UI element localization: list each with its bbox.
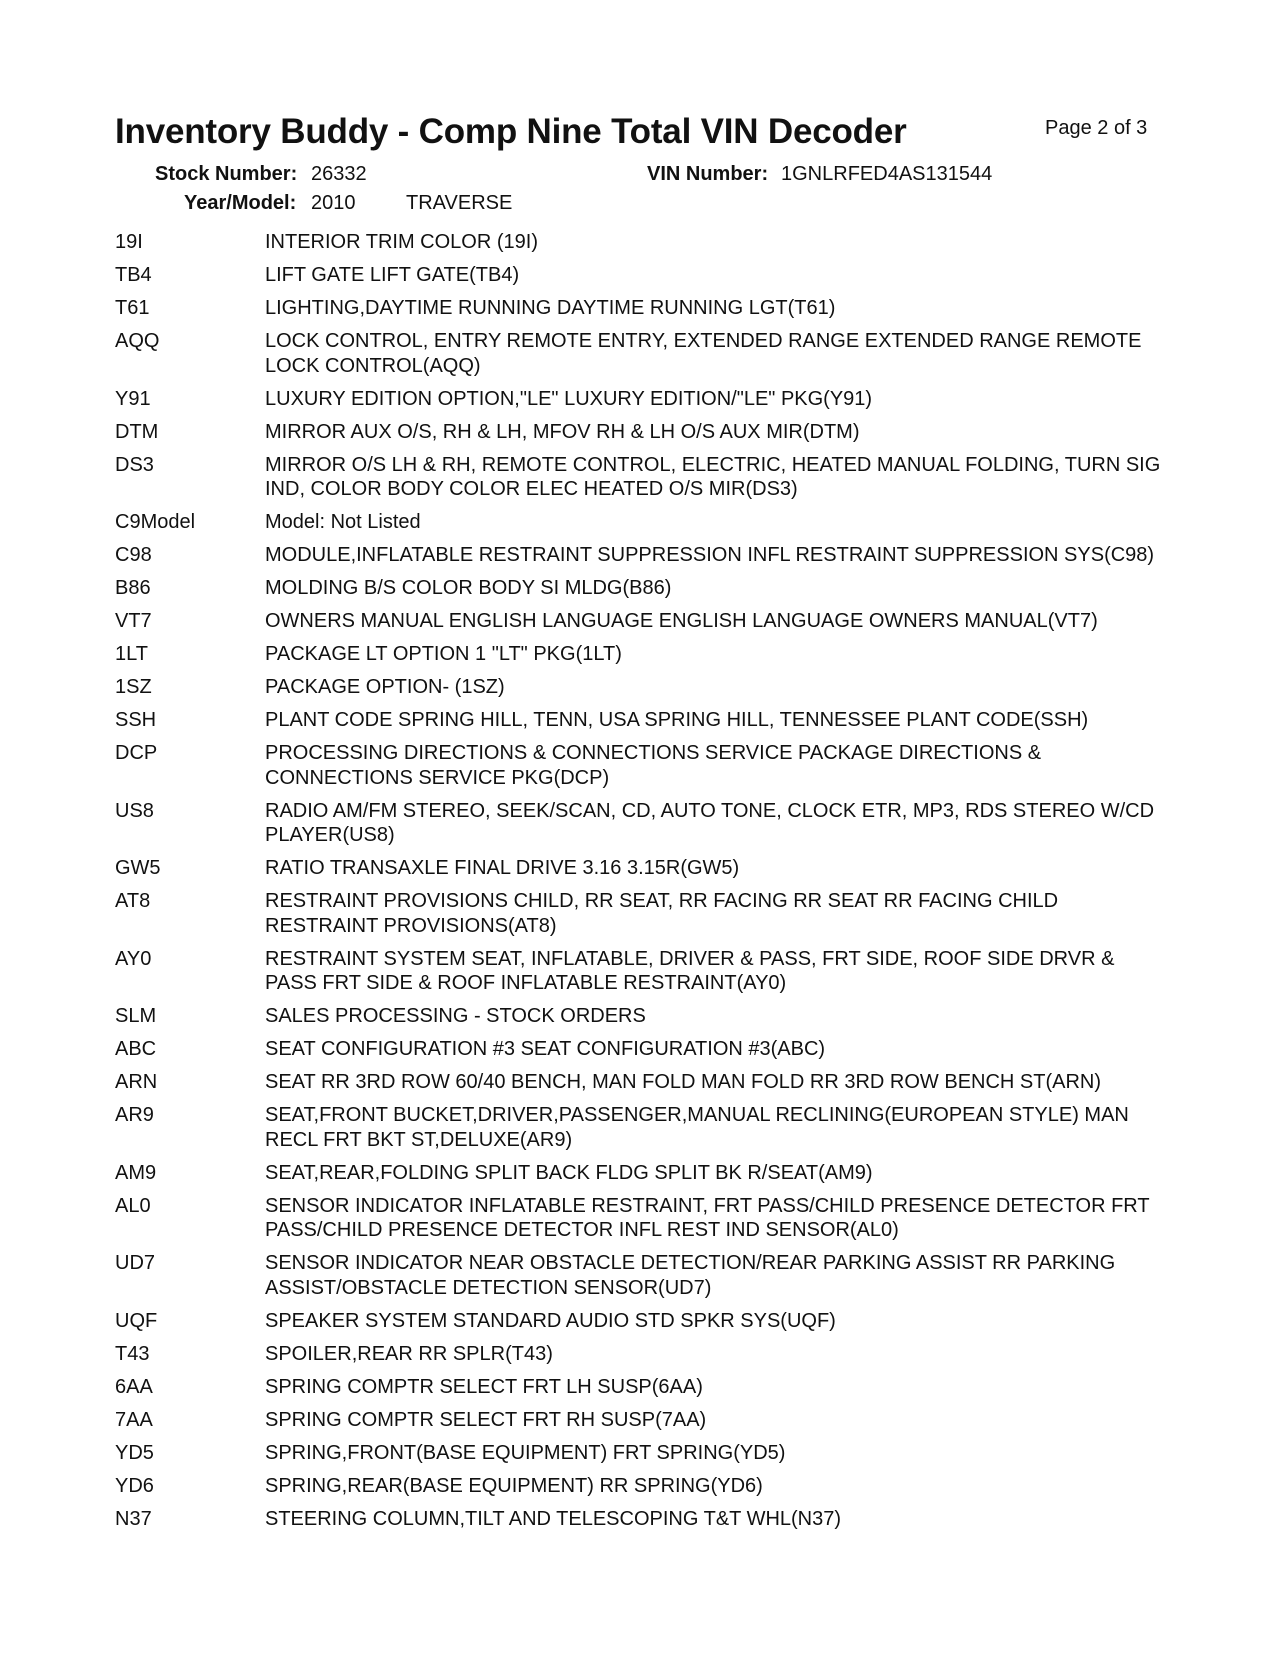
option-row — [115, 741, 1165, 790]
option-row — [115, 642, 1165, 667]
option-description: SENSOR INDICATOR INFLATABLE RESTRAINT, FRT PASS/CHILD PRESENCE DETECTOR FRT PASS/CHILD PRESENCE DETECTOR INFL REST IND SENSOR(AL0) — [265, 1194, 1150, 1241]
option-code: DCP — [115, 742, 158, 764]
option-code: C98 — [115, 544, 152, 566]
option-code: 1LT — [115, 643, 148, 665]
option-code: AY0 — [115, 947, 152, 970]
option-code-list — [115, 230, 1165, 1540]
page-number: Page 2 of 3 — [1045, 117, 1148, 139]
option-row — [115, 1375, 1165, 1400]
option-row — [115, 230, 1165, 255]
option-row — [115, 510, 1165, 535]
option-code: TB4 — [115, 264, 152, 286]
option-code: T43 — [115, 1342, 150, 1365]
option-row — [115, 708, 1165, 733]
option-row — [115, 799, 1165, 848]
option-description: PACKAGE OPTION- (1SZ) — [265, 676, 505, 698]
option-description: SEAT,FRONT BUCKET,DRIVER,PASSENGER,MANUAL RECLINING(EUROPEAN STYLE) MAN RECL FRT BKT ST,DELUXE(AR9) — [265, 1104, 1129, 1151]
option-code: YD5 — [115, 1441, 154, 1464]
option-description: RATIO TRANSAXLE FINAL DRIVE 3.16 3.15R(GW5) — [265, 857, 740, 879]
option-description: SPRING,FRONT(BASE EQUIPMENT) FRT SPRING(YD5) — [265, 1441, 786, 1464]
option-row — [115, 420, 1165, 445]
option-code: ABC — [115, 1038, 157, 1060]
option-code: UD7 — [115, 1252, 156, 1274]
option-code: SLM — [115, 1005, 157, 1027]
option-description: LOCK CONTROL, ENTRY REMOTE ENTRY, EXTENDED RANGE EXTENDED RANGE REMOTE LOCK CONTROL(AQQ) — [265, 330, 1142, 377]
option-row — [115, 1441, 1165, 1466]
option-description: SENSOR INDICATOR NEAR OBSTACLE DETECTION/REAR PARKING ASSIST RR PARKING ASSIST/OBSTACLE DETECTION SENSOR(UD7) — [265, 1252, 1116, 1299]
option-description: RADIO AM/FM STEREO, SEEK/SCAN, CD, AUTO TONE, CLOCK ETR, MP3, RDS STEREO W/CD PLAYER(US8) — [265, 799, 1155, 846]
option-description: SEAT,REAR,FOLDING SPLIT BACK FLDG SPLIT BK R/SEAT(AM9) — [265, 1161, 873, 1184]
option-row — [115, 856, 1165, 881]
option-description: PLANT CODE SPRING HILL, TENN, USA SPRING HILL, TENNESSEE PLANT CODE(SSH) — [265, 709, 1089, 731]
option-row — [115, 947, 1165, 996]
option-code: Y91 — [115, 387, 151, 410]
year-model-label: Year/Model: — [184, 192, 297, 214]
option-description: SPEAKER SYSTEM STANDARD AUDIO STD SPKR SYS(UQF) — [265, 1309, 836, 1332]
option-row — [115, 1251, 1165, 1300]
year-value: 2010 — [311, 192, 356, 214]
option-description: SEAT RR 3RD ROW 60/40 BENCH, MAN FOLD MAN FOLD RR 3RD ROW BENCH ST(ARN) — [265, 1071, 1102, 1093]
option-code: C9Model — [115, 511, 196, 533]
option-code: GW5 — [115, 857, 161, 879]
option-row — [115, 1507, 1165, 1532]
option-description: MODULE,INFLATABLE RESTRAINT SUPPRESSION INFL RESTRAINT SUPPRESSION SYS(C98) — [265, 544, 1155, 566]
option-row — [115, 609, 1165, 634]
option-code: 7AA — [115, 1408, 153, 1431]
option-code: US8 — [115, 799, 154, 822]
option-row — [115, 1103, 1165, 1152]
option-description: SALES PROCESSING - STOCK ORDERS — [265, 1005, 646, 1027]
option-code: DS3 — [115, 453, 154, 476]
option-description: SPOILER,REAR RR SPLR(T43) — [265, 1342, 553, 1365]
option-row — [115, 329, 1165, 378]
option-code: AR9 — [115, 1104, 154, 1126]
option-description: MIRROR AUX O/S, RH & LH, MFOV RH & LH O/S AUX MIR(DTM) — [265, 420, 860, 443]
option-row — [115, 453, 1165, 502]
option-row — [115, 1004, 1165, 1029]
option-row — [115, 1194, 1165, 1243]
option-code: T61 — [115, 297, 150, 319]
option-row — [115, 889, 1165, 938]
stock-number-label: Stock Number: — [155, 163, 298, 185]
option-code: AT8 — [115, 890, 151, 912]
option-description: LIGHTING,DAYTIME RUNNING DAYTIME RUNNING LGT(T61) — [265, 297, 836, 319]
option-description: RESTRAINT SYSTEM SEAT, INFLATABLE, DRIVER & PASS, FRT SIDE, ROOF SIDE DRVR & PASS FRT SIDE & ROOF INFLATABLE RESTRAINT(AY0) — [265, 947, 1115, 994]
option-row — [115, 1309, 1165, 1334]
option-code: DTM — [115, 420, 159, 443]
option-description: SPRING,REAR(BASE EQUIPMENT) RR SPRING(YD6) — [265, 1474, 763, 1497]
option-description: MIRROR O/S LH & RH, REMOTE CONTROL, ELECTRIC, HEATED MANUAL FOLDING, TURN SIG IND, COLOR BODY COLOR ELEC HEATED O/S MIR(DS3) — [265, 453, 1161, 500]
option-row — [115, 296, 1165, 321]
option-row — [115, 1342, 1165, 1367]
option-row — [115, 387, 1165, 412]
option-code: 6AA — [115, 1375, 153, 1398]
option-code: N37 — [115, 1507, 152, 1530]
option-row — [115, 576, 1165, 601]
option-code: AL0 — [115, 1194, 151, 1217]
option-row — [115, 675, 1165, 700]
option-description: INTERIOR TRIM COLOR (19I) — [265, 231, 538, 253]
option-description: PROCESSING DIRECTIONS & CONNECTIONS SERVICE PACKAGE DIRECTIONS & CONNECTIONS SERVICE PKG(DCP) — [265, 742, 1042, 789]
option-code: 1SZ — [115, 676, 152, 698]
option-code: YD6 — [115, 1474, 154, 1497]
option-description: SEAT CONFIGURATION #3 SEAT CONFIGURATION #3(ABC) — [265, 1038, 826, 1060]
option-row — [115, 543, 1165, 568]
option-row — [115, 1408, 1165, 1433]
vin-number-label: VIN Number: — [647, 163, 769, 185]
option-row — [115, 1474, 1165, 1499]
option-code: B86 — [115, 577, 151, 599]
option-code: AQQ — [115, 330, 160, 352]
option-code: UQF — [115, 1309, 158, 1332]
option-row — [115, 1070, 1165, 1095]
option-row — [115, 263, 1165, 288]
option-description: PACKAGE LT OPTION 1 "LT" PKG(1LT) — [265, 643, 622, 665]
option-description: OWNERS MANUAL ENGLISH LANGUAGE ENGLISH LANGUAGE OWNERS MANUAL(VT7) — [265, 610, 1098, 632]
model-value: TRAVERSE — [406, 192, 513, 214]
option-description: SPRING COMPTR SELECT FRT LH SUSP(6AA) — [265, 1375, 703, 1398]
vin-number-value: 1GNLRFED4AS131544 — [781, 163, 993, 185]
option-code: ARN — [115, 1071, 158, 1093]
option-description: LUXURY EDITION OPTION,"LE" LUXURY EDITION/"LE" PKG(Y91) — [265, 387, 873, 410]
option-code: 19I — [115, 231, 143, 253]
option-code: AM9 — [115, 1161, 157, 1184]
option-description: SPRING COMPTR SELECT FRT RH SUSP(7AA) — [265, 1408, 707, 1431]
option-description: MOLDING B/S COLOR BODY SI MLDG(B86) — [265, 577, 672, 599]
page-title: Inventory Buddy - Comp Nine Total VIN Decoder — [115, 112, 907, 151]
option-description: RESTRAINT PROVISIONS CHILD, RR SEAT, RR FACING RR SEAT RR FACING CHILD RESTRAINT PROVISIONS(AT8) — [265, 890, 1059, 937]
option-row — [115, 1037, 1165, 1062]
option-row — [115, 1161, 1165, 1186]
option-description: Model: Not Listed — [265, 511, 421, 533]
option-description: STEERING COLUMN,TILT AND TELESCOPING T&T WHL(N37) — [265, 1507, 842, 1530]
option-code: SSH — [115, 709, 157, 731]
stock-number-value: 26332 — [311, 163, 367, 185]
option-code: VT7 — [115, 610, 152, 632]
option-description: LIFT GATE LIFT GATE(TB4) — [265, 264, 520, 286]
